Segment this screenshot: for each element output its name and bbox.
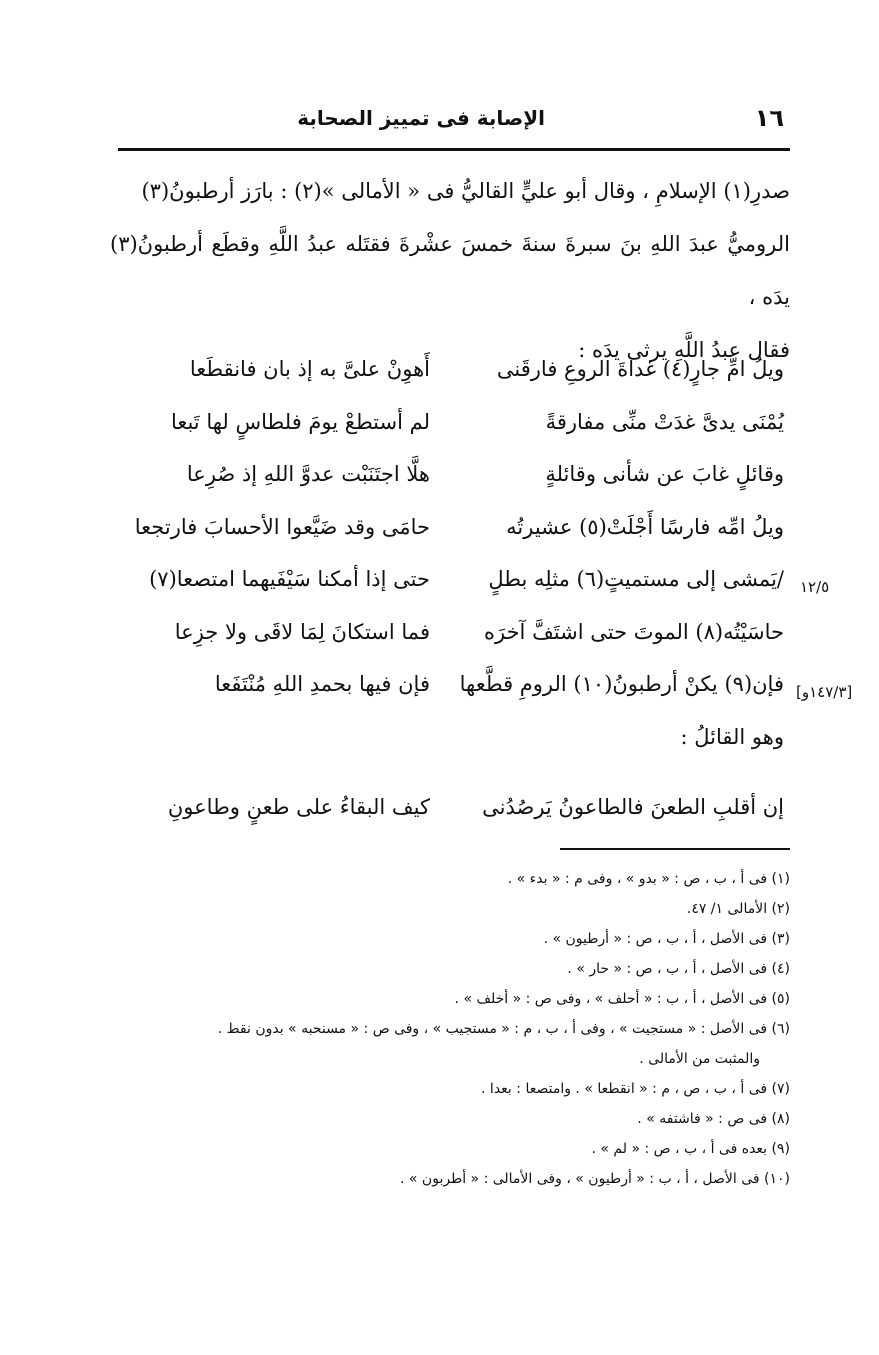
page-number: ١٦ (754, 104, 784, 132)
verse-first-hemistich: فإن(٩) يكنْ أرطبونُ(١٠) الرومِ قطَّعها (459, 672, 784, 696)
footnote: (٨) فى ص : « فاشتفه » . (637, 1111, 790, 1127)
poem-verse (110, 658, 790, 711)
footnote: (٧) فى أ ، ب ، ص ، م : « انقطعا » . وامتصعا : بعدا . (481, 1081, 790, 1097)
poem (110, 343, 790, 833)
header-rule (118, 148, 790, 151)
page-header (118, 100, 790, 144)
prose-line: الروميُّ عبدَ اللهِ بنَ سبرةَ سنةَ خمسَ عشْرةَ فقتَله عبدُ اللَّهِ وقطَع أرطبونُ(٣) يدَه ، (110, 232, 790, 309)
verse-second-hemistich: لم أستطعْ يومَ فلطاسٍ لها تَبعا (170, 409, 430, 434)
footnote: (٦) فى الأصل : « مستجيت » ، وفى أ ، ب ، م : « مستجيب » ، وفى ص : « مسنحبه » بدون نقط . (217, 1021, 790, 1037)
footnote: (١٠) فى الأصل ، أ ، ب : « أرطيون » ، وفى الأمالى : « أطربون » . (400, 1171, 790, 1187)
final-verse (110, 781, 790, 834)
verse-second-hemistich: فما استكانَ لِمَا لاقَى ولا جزِعا (174, 619, 430, 644)
verse-second-hemistich: أَهوِنْ علىَّ به إذ بان فانقطَعا (189, 357, 430, 381)
verse-first-hemistich: ويلُ امِّه فارسًا أَجْلَتْ(٥) عشيرتُه (506, 514, 784, 539)
prose-line: صدرِ(١) الإسلامِ ، وقال أبو عليٍّ القاليُّ فى « الأمالى »(٢) : بارَز أرطبونُ(٣) (141, 179, 790, 203)
poem-verse (110, 553, 790, 606)
poem-verse (110, 396, 790, 449)
footnote: (٩) بعده فى أ ، ب ، ص : « لم » . (591, 1141, 790, 1157)
prose-line: فقال عبدُ اللَّهِ يرثى يدَه : (578, 338, 790, 362)
poem-verse (110, 343, 790, 396)
footnote: (٥) فى الأصل ، أ ، ب : « أحلف » ، وفى ص : « أخلف » . (454, 991, 790, 1007)
margin-reference: ١٢/٥ (800, 578, 830, 596)
verse-first-hemistich: وقائلٍ غابَ عن شأنى وقائلةٍ (545, 462, 784, 486)
footnote: (١) فى أ ، ب ، ص : « بدو » ، وفى م : « بدء » . (507, 871, 790, 887)
speaker-line: وهو القائلُ : (680, 724, 784, 749)
verse-second-hemistich: كيف البقاءُ على طعنٍ وطاعونِ (167, 794, 430, 819)
verse-second-hemistich: هلَّا اجتَنَبْت عدوَّ اللهِ إذ صُرِعا (186, 462, 430, 486)
footnote: (٤) فى الأصل ، أ ، ب ، ص : « حار » . (567, 961, 790, 977)
verse-second-hemistich: فإن فيها بحمدِ اللهِ مُنْتَفَعا (214, 672, 430, 696)
poem-verse (110, 448, 790, 501)
running-title: الإصابة فى تمييز الصحابة (297, 106, 545, 130)
footnote: (٢) الأمالى ١/ ٤٧. (686, 901, 790, 917)
poem-verse (110, 501, 790, 554)
footnote-rule (560, 848, 790, 850)
verse-first-hemistich: /يَمشى إلى مستميتٍ(٦) مثلِه بطلٍ (488, 567, 784, 591)
verse-first-hemistich: حاسَيْتُه(٨) الموتَ حتى اشتَفَّ آخرَه (483, 619, 784, 644)
verse-second-hemistich: حامَى وقد ضَيَّعوا الأحسابَ فارتجعا (134, 514, 430, 539)
footnote: (٣) فى الأصل ، أ ، ب ، ص : « أرطيون » . (543, 931, 790, 947)
verse-second-hemistich: حتى إذا أمكنا سَيْفَيهما امتصعا(٧) (149, 567, 430, 591)
verse-first-hemistich: يُمْنَى يدىَّ غدَتْ منِّى مفارقةً (545, 409, 784, 434)
margin-reference: [١٤٧/٣و] (796, 683, 853, 701)
spacer (110, 763, 790, 781)
footnote-continuation: والمثبت من الأمالى . (639, 1051, 760, 1067)
verse-first-hemistich: إن أقلبِ الطعنَ فالطاعونُ يَرصُدُنى (482, 794, 784, 819)
poem-verse (110, 606, 790, 659)
footnotes (100, 864, 790, 1194)
verse-first-hemistich: ويلُ امِّ جارٍ(٤) غداةَ الروعِ فارقَنى (496, 357, 784, 381)
